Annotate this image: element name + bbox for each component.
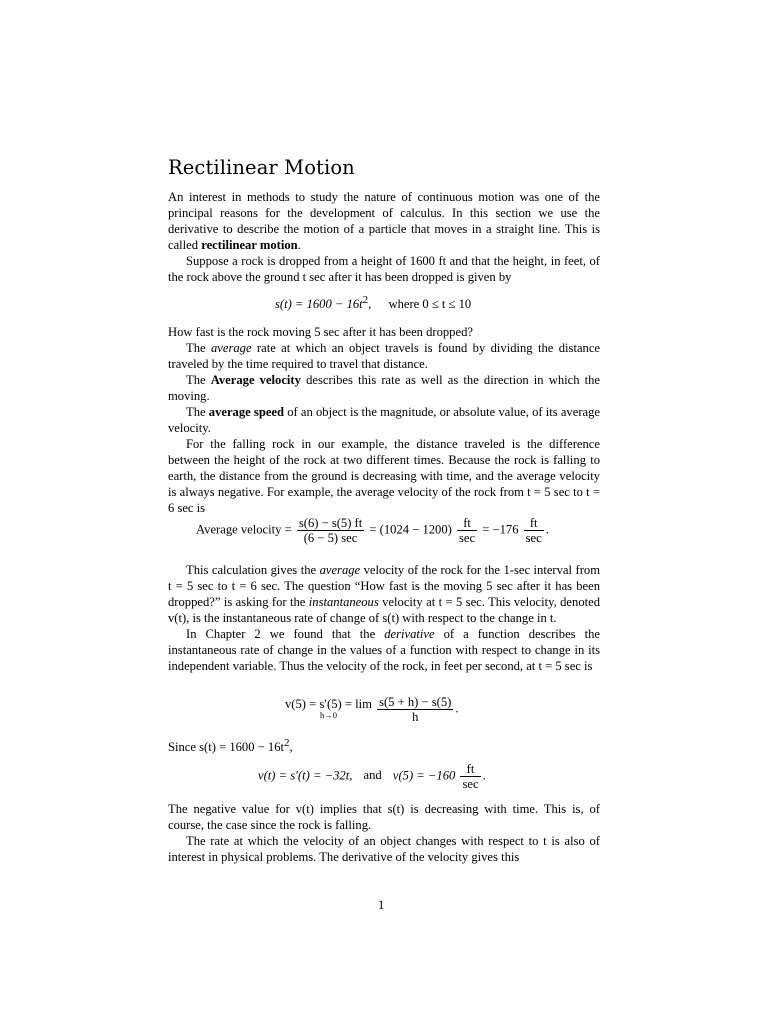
paragraph-average-velocity: The Average velocity describes this rate as well as the direction in which the moving. xyxy=(168,373,601,403)
paragraph-average-speed: The average speed of an object is the magnitude, or absolute value, of its average velocity. xyxy=(168,405,600,435)
paragraph-block-3 xyxy=(168,562,600,674)
paragraph-average-rate: The average rate at which an object travels is found by dividing the distance traveled by the time required to travel that distance. xyxy=(168,341,601,371)
paragraph-acceleration: The rate at which the velocity of an object changes with respect to t is also of interest in physical problems. The derivative of the velocity gives this xyxy=(168,834,600,864)
paragraph-derivative: In Chapter 2 we found that the derivative of a function describes the instantaneous rate of change in the values of a function with respect to change in its independent variable. Thus the velocity of the rock, in feet per second, at t = 5 sec is xyxy=(168,627,600,673)
paragraph-rock-setup: Suppose a rock is dropped from a height of 1600 ft and that the height, in feet, of the rock above the ground t sec after it has been dropped is given by xyxy=(168,254,600,284)
equation-position: $s(t) = 1600 - 16t^2$, where 0 ≤ t ≤ 10 xyxy=(275,294,472,312)
paragraph-intro: An interest in methods to study the nature of continuous motion was one of the principal reasons for the development of calculus. In this section we use the derivative to describe the motion of a particle that moves in a straight line. This is called rectilinear motion. Suppose a rock is dropped from a height of 1600 ft and that the height, in feet, of the rock above the ground t sec after it has been dropped is given by xyxy=(168,190,600,284)
paragraph-block-2 xyxy=(168,324,600,516)
equation-limit: v(5) = s′(5) = lim h→0 $\frac{s(5 + h) - s(5)}{h}$ . xyxy=(285,695,459,724)
paragraph-block-4 xyxy=(168,801,600,865)
section-title: Rectilinear Motion xyxy=(168,156,355,179)
paragraph-instantaneous: This calculation gives the average velocity of the rock for the 1-sec interval from t = 5 sec to t = 6 sec. The question “How fast is the moving 5 sec after it has been dropped?” is asking for the instantaneous velocity at t = 5 sec. This velocity, denoted v(t), is the instantaneous rate of change of s(t) with respect to the change in t. xyxy=(168,563,601,625)
paragraph-negative-value: The negative value for v(t) implies that s(t) is decreasing with time. This is, of course, the case since the rock is falling. xyxy=(168,802,600,832)
equation-velocity: v(t) = s′(t) = −32t, and v(5) = −160 $\frac{ft}{\sec}$ . xyxy=(258,762,486,791)
page-number: 1 xyxy=(378,898,385,912)
intro-text: An interest in methods to study the nature of continuous motion was one of the principal reasons for the development of calculus. In this section we use the derivative to describe the motion of a particle that moves in a straight line. This is called xyxy=(168,190,600,252)
question-text: How fast is the rock moving 5 sec after it has been dropped? xyxy=(168,325,473,339)
equation-average-velocity: Average velocity = $\frac{s(6) - s(5) ft}{(6 - 5) \sec}$ = (1024 − 1200) $\frac{ft}{\sec}$ = −176 $\frac{ft}{\sec}$ . xyxy=(196,516,549,545)
paragraph-falling-rock: For the falling rock in our example, the distance traveled is the difference between the height of the rock at two different times. Because the rock is falling to earth, the distance from the ground is decreasing with time, and the average velocity is always negative. For example, the average velocity of the rock from t = 5 sec to t = 6 sec is xyxy=(168,437,600,515)
term-rectilinear-motion: rectilinear motion xyxy=(201,238,298,252)
paragraph-since: Since $s(t) = 1600 - 16t^2$, xyxy=(168,737,293,755)
